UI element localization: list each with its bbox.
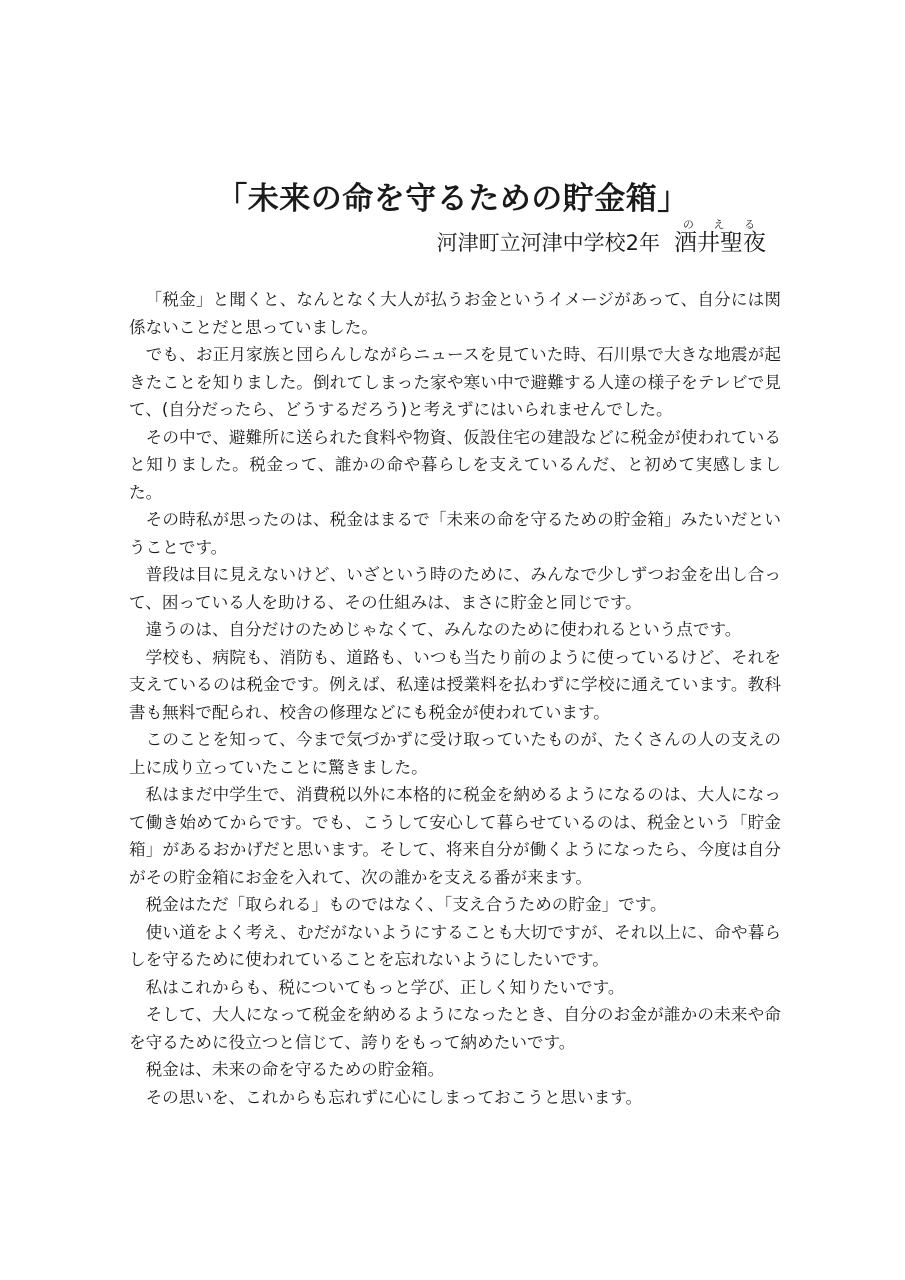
paragraph: その中で、避難所に送られた食料や物資、仮設住宅の建設などに税金が使われていると知りました。税金って、誰かの命や暮らしを支えているんだ、と初めて実感しました。	[129, 427, 781, 502]
byline	[437, 218, 766, 258]
author-name	[674, 218, 766, 256]
paragraph: 使い道をよく考え、むだがないようにすることも大切ですが、それ以上に、命や暮らしを守るために使われていることを忘れないようにしたいです。	[129, 922, 781, 969]
paragraph: そして、大人になって税金を納めるようになったとき、自分のお金が誰かの未来や命を守るために役立つと信じて、誇りをもって納めたいです。	[129, 1005, 781, 1052]
essay-title: 「未来の命を守るための貯金箱」	[216, 180, 689, 217]
paragraph: その思いを、これからも忘れずに心にしまっておこうと思います。	[145, 1087, 643, 1107]
author-name-text: 酒井聖夜	[674, 230, 766, 256]
paragraph: 違うのは、自分だけのためじゃなくて、みんなのために使われるという点です。	[145, 620, 742, 639]
paragraph: 「税金」と聞くと、なんとなく大人が払うお金というイメージがあって、自分には関係ないことだと思っていました。	[129, 290, 781, 337]
school-name: 河津町立河津中学校2年	[436, 231, 660, 255]
paragraph: その時私が思ったのは、税金はまるで「未来の命を守るための貯金箱」みたいだということです。	[129, 510, 781, 557]
paragraph: 税金はただ「取られる」ものではなく、「支え合うための貯金」です。	[145, 895, 667, 914]
essay-body	[129, 286, 781, 1111]
paragraph: 私はこれからも、税についてもっと学び、正しく知りたいです。	[145, 977, 625, 997]
paragraph: でも、お正月家族と団らんしながらニュースを見ていた時、石川県で大きな地震が起きたことを知りました。倒れてしまった家や寒い中で避難する人達の様子をテレビで見て、(自分だったら、どうするだろう)と考えずにはいられませんでした。	[129, 345, 781, 419]
paragraph: 普段は目に見えないけど、いざという時のために、みんなで少しずつお金を出し合って、困っている人を助ける、その仕組みは、まさに貯金と同じです。	[129, 565, 781, 612]
paragraph: このことを知って、今まで気づかずに受け取っていたものが、たくさんの人の支えの上に成り立っていたことに驚きました。	[129, 730, 781, 777]
paragraph: 私はまだ中学生で、消費税以外に本格的に税金を納めるようになるのは、大人になって働き始めてからです。でも、こうして安心して暮らせているのは、税金という「貯金箱」があるおかげだと思います。そして、将来自分が働くようになったら、今度は自分がその貯金箱にお金を入れて、次の誰かを支える番が来ます。	[129, 785, 781, 887]
paragraph: 税金は、未来の命を守るための貯金箱。	[145, 1060, 445, 1079]
author-reading: のえる	[674, 218, 766, 231]
paragraph: 学校も、病院も、消防も、道路も、いつも当たり前のように使っているけど、それを支えているのは税金です。例えば、私達は授業料を払わずに学校に通えています。教科書も無料で配られ、校舎の修理などにも税金が使われています。	[129, 647, 781, 722]
